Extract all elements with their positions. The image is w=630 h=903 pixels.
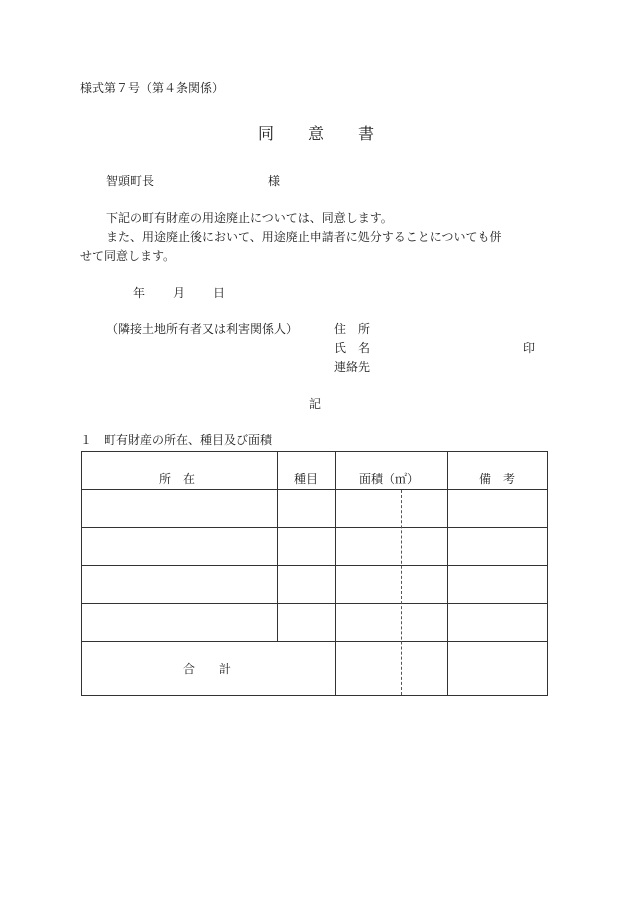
contact-label: 連絡先 bbox=[334, 360, 371, 374]
area-decimal-divider bbox=[401, 490, 402, 695]
body-line-2: また、用途廃止後において、用途廃止申請者に処分することについても併 bbox=[106, 230, 502, 244]
address-label: 住 所 bbox=[334, 322, 371, 336]
addressee-honorific: 様 bbox=[268, 174, 281, 188]
table-row-divider bbox=[82, 565, 547, 566]
header-area: 面積（㎡） bbox=[359, 472, 420, 486]
form-reference: 様式第７号（第４条関係） bbox=[80, 81, 225, 95]
seal-mark: 印 bbox=[523, 341, 536, 355]
table-row-divider bbox=[82, 641, 547, 642]
section-heading: １ 町有財産の所在、種目及び面積 bbox=[80, 433, 273, 447]
table-col-divider bbox=[447, 452, 448, 695]
signer-role: （隣接土地所有者又は利害関係人） bbox=[106, 322, 299, 336]
header-remarks: 備 考 bbox=[479, 472, 516, 486]
header-location: 所 在 bbox=[159, 472, 196, 486]
title-char-1: 同 bbox=[258, 124, 275, 143]
addressee-name: 智頭町長 bbox=[106, 174, 155, 188]
table-col-divider bbox=[277, 452, 278, 641]
title-char-2: 意 bbox=[308, 124, 325, 143]
total-label: 合 計 bbox=[183, 662, 232, 676]
header-type: 種目 bbox=[294, 472, 319, 486]
date-month: 月 bbox=[173, 286, 186, 300]
body-line-3: せて同意します。 bbox=[80, 249, 176, 263]
name-label: 氏 名 bbox=[334, 341, 371, 355]
body-line-1: 下記の町有財産の用途廃止については、同意します。 bbox=[106, 211, 393, 225]
table-col-divider bbox=[335, 452, 336, 695]
property-table bbox=[81, 451, 548, 696]
table-row-divider bbox=[82, 527, 547, 528]
date-day: 日 bbox=[213, 286, 226, 300]
title-char-3: 書 bbox=[358, 124, 375, 143]
ki-heading: 記 bbox=[309, 397, 322, 411]
table-row-divider bbox=[82, 603, 547, 604]
table-row-divider bbox=[82, 489, 547, 490]
date-year: 年 bbox=[133, 286, 146, 300]
